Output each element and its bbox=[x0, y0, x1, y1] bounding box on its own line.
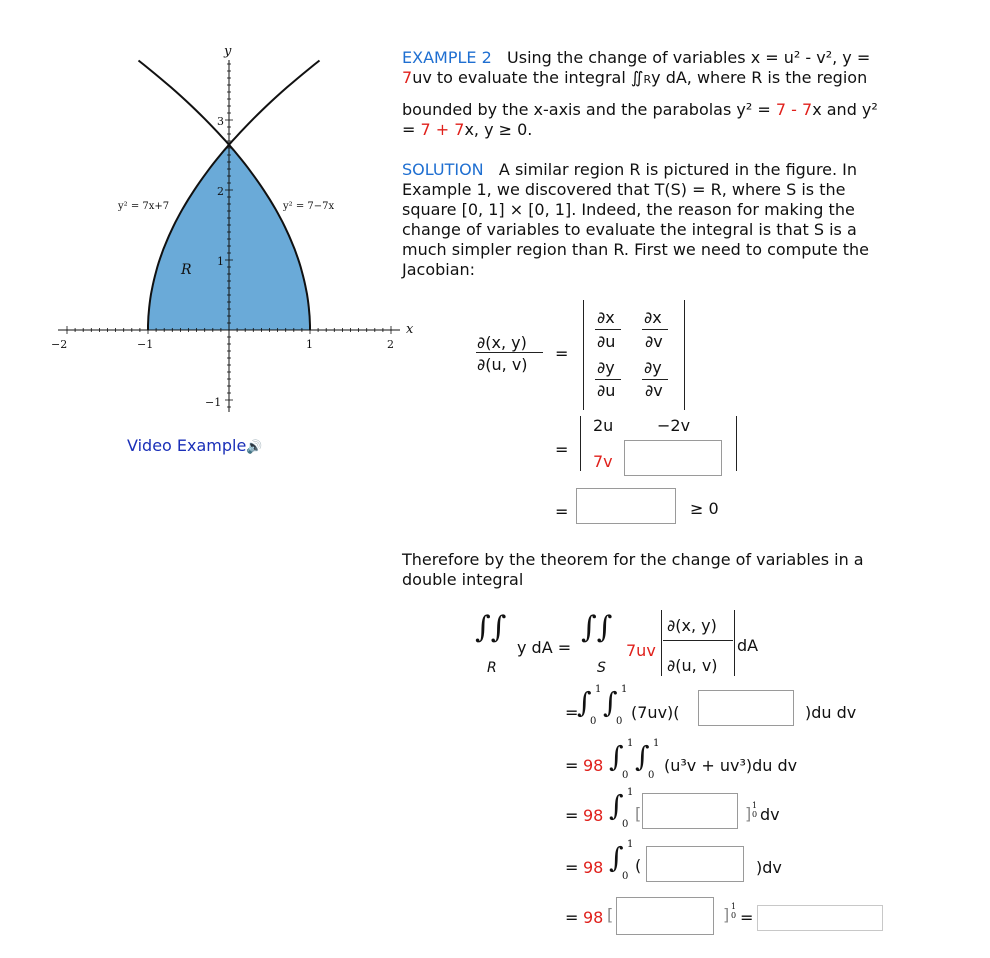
jacobian-equals-1: = bbox=[555, 344, 569, 363]
example-line-2 bbox=[402, 68, 867, 90]
jacobian-equals-2: = bbox=[555, 440, 569, 459]
step1-inner-lo: 0 bbox=[616, 716, 623, 727]
step3-integral: ∫ bbox=[609, 789, 624, 822]
example-stmt-c2: x and y² bbox=[812, 100, 878, 119]
step1-suffix: )du dv bbox=[805, 703, 857, 722]
jacobian-denominator: ∂(u, v) bbox=[477, 355, 528, 374]
example-stmt-d2: x, y ≥ 0. bbox=[464, 120, 533, 139]
matrix-a12: −2v bbox=[657, 416, 691, 435]
example-sub-r: R bbox=[643, 73, 652, 86]
rhs-frac-bar bbox=[663, 640, 733, 641]
det-bar-left-2 bbox=[580, 416, 581, 471]
example-line-3 bbox=[402, 100, 878, 120]
y-tick-label-1: 1 bbox=[217, 255, 224, 268]
solution-heading: SOLUTION bbox=[402, 160, 484, 179]
step3-bound-top: 1 bbox=[752, 801, 758, 810]
x-tick-label-neg1: −1 bbox=[137, 338, 154, 351]
step3-equals: = bbox=[565, 806, 579, 825]
step4-integral: ∫ bbox=[609, 841, 624, 874]
example-stmt-c: bounded by the x-axis and the parabolas y² = bbox=[402, 100, 771, 119]
jacobian-equals-3: = bbox=[555, 502, 569, 521]
y-tick-label-2: 2 bbox=[217, 185, 224, 198]
step4-input[interactable] bbox=[646, 846, 744, 882]
double-integral-rhs: ∫∫ bbox=[581, 610, 613, 645]
speaker-icon: 🔊 bbox=[246, 440, 263, 455]
jacobian-geq-zero: ≥ 0 bbox=[690, 499, 719, 518]
y-axis-label: y bbox=[224, 44, 232, 59]
step3-coef: 98 bbox=[583, 806, 604, 825]
step5-input[interactable] bbox=[616, 897, 714, 935]
y-tick-label-3: 3 bbox=[217, 115, 224, 128]
partial-bar-11 bbox=[595, 329, 621, 330]
step1-integral-inner: ∫ bbox=[603, 686, 618, 719]
partial-x-v-num: ∂x bbox=[644, 308, 662, 327]
right-curve-label: y² = 7−7x bbox=[283, 201, 335, 212]
example-line-1 bbox=[402, 48, 870, 68]
rhs-coefficient: 7uv bbox=[626, 641, 656, 660]
step5-equals: = bbox=[565, 908, 579, 927]
x-tick-label-2: 2 bbox=[387, 338, 394, 351]
step3-close-bracket: ] bbox=[745, 804, 752, 823]
example-red-7: 7 bbox=[402, 68, 413, 87]
step4-hi: 1 bbox=[627, 839, 634, 850]
step1-prefix: (7uv)( bbox=[631, 703, 680, 722]
det-bar-right-2 bbox=[736, 416, 737, 471]
rhs-frac-den: ∂(u, v) bbox=[667, 656, 718, 675]
step3-input[interactable] bbox=[642, 793, 738, 829]
step5-bound-top: 1 bbox=[731, 902, 737, 911]
step2-outer-hi: 1 bbox=[627, 738, 634, 749]
jacobian-a22-input[interactable] bbox=[624, 440, 722, 476]
theorem-line-1: Therefore by the theorem for the change of variables in a bbox=[402, 550, 864, 569]
solution-line-1 bbox=[402, 160, 857, 180]
region-label: R bbox=[181, 262, 192, 278]
rhs-region: S bbox=[597, 660, 606, 676]
step5-coef: 98 bbox=[583, 908, 604, 927]
step4-open-paren: ( bbox=[635, 856, 642, 875]
video-example-link[interactable] bbox=[127, 436, 263, 455]
step4-coef: 98 bbox=[583, 858, 604, 877]
example-line-4 bbox=[402, 120, 532, 140]
step3-open-bracket: [ bbox=[635, 804, 642, 823]
rhs-dA: dA bbox=[737, 636, 759, 655]
example-stmt-b: uv to evaluate the integral ∬ bbox=[412, 68, 644, 87]
solution-text-1: A similar region R is pictured in the figure. In bbox=[498, 160, 858, 179]
solution-line-4: change of variables to evaluate the integral is that S is a bbox=[402, 220, 857, 239]
step2-coef: 98 bbox=[583, 756, 604, 775]
solution-line-2: Example 1, we discovered that T(S) = R, where S is the bbox=[402, 180, 846, 199]
step2-expr: (u³v + uv³)du dv bbox=[664, 756, 798, 775]
step1-outer-lo: 0 bbox=[590, 716, 597, 727]
step2-integral-inner: ∫ bbox=[635, 740, 650, 773]
lhs-integrand: y dA = bbox=[517, 638, 572, 657]
double-integral-lhs: ∫∫ bbox=[475, 610, 507, 645]
det-bar-left-1 bbox=[583, 300, 584, 410]
video-example-label: Video Example bbox=[127, 436, 247, 455]
example-red-7-7: 7 - 7 bbox=[775, 100, 813, 119]
solution-line-5: much simpler region than R. First we need to compute the bbox=[402, 240, 869, 259]
solution-line-6: Jacobian: bbox=[402, 260, 476, 279]
step1-integral-outer: ∫ bbox=[577, 686, 592, 719]
left-curve-label: y² = 7x+7 bbox=[118, 201, 170, 212]
region-graph bbox=[0, 0, 400, 430]
x-tick-label-neg2: −2 bbox=[51, 338, 68, 351]
abs-bar-right bbox=[734, 610, 735, 676]
jacobian-determinant-input[interactable] bbox=[576, 488, 676, 524]
final-answer-input[interactable] bbox=[757, 905, 883, 931]
jacobian-numerator: ∂(x, y) bbox=[477, 333, 527, 352]
example-stmt-a: Using the change of variables x = u² - v², y = bbox=[507, 48, 871, 67]
solution-line-3: square [0, 1] × [0, 1]. Indeed, the reason for making the bbox=[402, 200, 855, 219]
step1-input[interactable] bbox=[698, 690, 794, 726]
step1-outer-hi: 1 bbox=[595, 684, 602, 695]
step4-dv: )dv bbox=[756, 858, 782, 877]
step2-equals: = bbox=[565, 756, 579, 775]
partial-bar-21 bbox=[595, 379, 621, 380]
step5-equals-final: = bbox=[740, 908, 754, 927]
step1-equals: = bbox=[565, 703, 579, 722]
step3-lo: 0 bbox=[622, 819, 629, 830]
step2-inner-hi: 1 bbox=[653, 738, 660, 749]
partial-y-u-num: ∂y bbox=[597, 358, 615, 377]
abs-bar-left bbox=[661, 610, 662, 676]
step5-bound-bot: 0 bbox=[731, 911, 737, 920]
matrix-a11: 2u bbox=[593, 416, 614, 435]
example-red-7-plus-7: 7 + 7 bbox=[420, 120, 465, 139]
step4-lo: 0 bbox=[622, 871, 629, 882]
step5-open-bracket: [ bbox=[607, 905, 614, 924]
partial-x-u-den: ∂u bbox=[597, 332, 616, 351]
det-bar-right-1 bbox=[684, 300, 685, 410]
step3-hi: 1 bbox=[627, 787, 634, 798]
partial-bar-12 bbox=[642, 329, 668, 330]
theorem-line-2: double integral bbox=[402, 570, 524, 589]
step2-inner-lo: 0 bbox=[648, 770, 655, 781]
example-stmt-b2: y dA, where R is the region bbox=[651, 68, 868, 87]
jacobian-fraction-bar bbox=[476, 352, 543, 353]
example-title: EXAMPLE 2 bbox=[402, 48, 492, 67]
step5-close-bracket: ] bbox=[723, 905, 730, 924]
step2-outer-lo: 0 bbox=[622, 770, 629, 781]
example-stmt-d: = bbox=[402, 120, 416, 139]
partial-bar-22 bbox=[642, 379, 668, 380]
lhs-region: R bbox=[487, 660, 497, 676]
partial-x-v-den: ∂v bbox=[645, 332, 663, 351]
matrix-a21: 7v bbox=[593, 452, 613, 471]
y-tick-label-neg1: −1 bbox=[205, 396, 222, 409]
x-axis-label: x bbox=[406, 322, 414, 337]
step4-equals: = bbox=[565, 858, 579, 877]
partial-y-v-num: ∂y bbox=[644, 358, 662, 377]
step3-bound-bot: 0 bbox=[752, 810, 758, 819]
partial-y-u-den: ∂u bbox=[597, 381, 616, 400]
partial-y-v-den: ∂v bbox=[645, 381, 663, 400]
step3-dv: dv bbox=[760, 805, 780, 824]
step2-integral-outer: ∫ bbox=[609, 740, 624, 773]
x-tick-label-1: 1 bbox=[306, 338, 313, 351]
step1-inner-hi: 1 bbox=[621, 684, 628, 695]
partial-x-u-num: ∂x bbox=[597, 308, 615, 327]
rhs-frac-num: ∂(x, y) bbox=[667, 616, 717, 635]
